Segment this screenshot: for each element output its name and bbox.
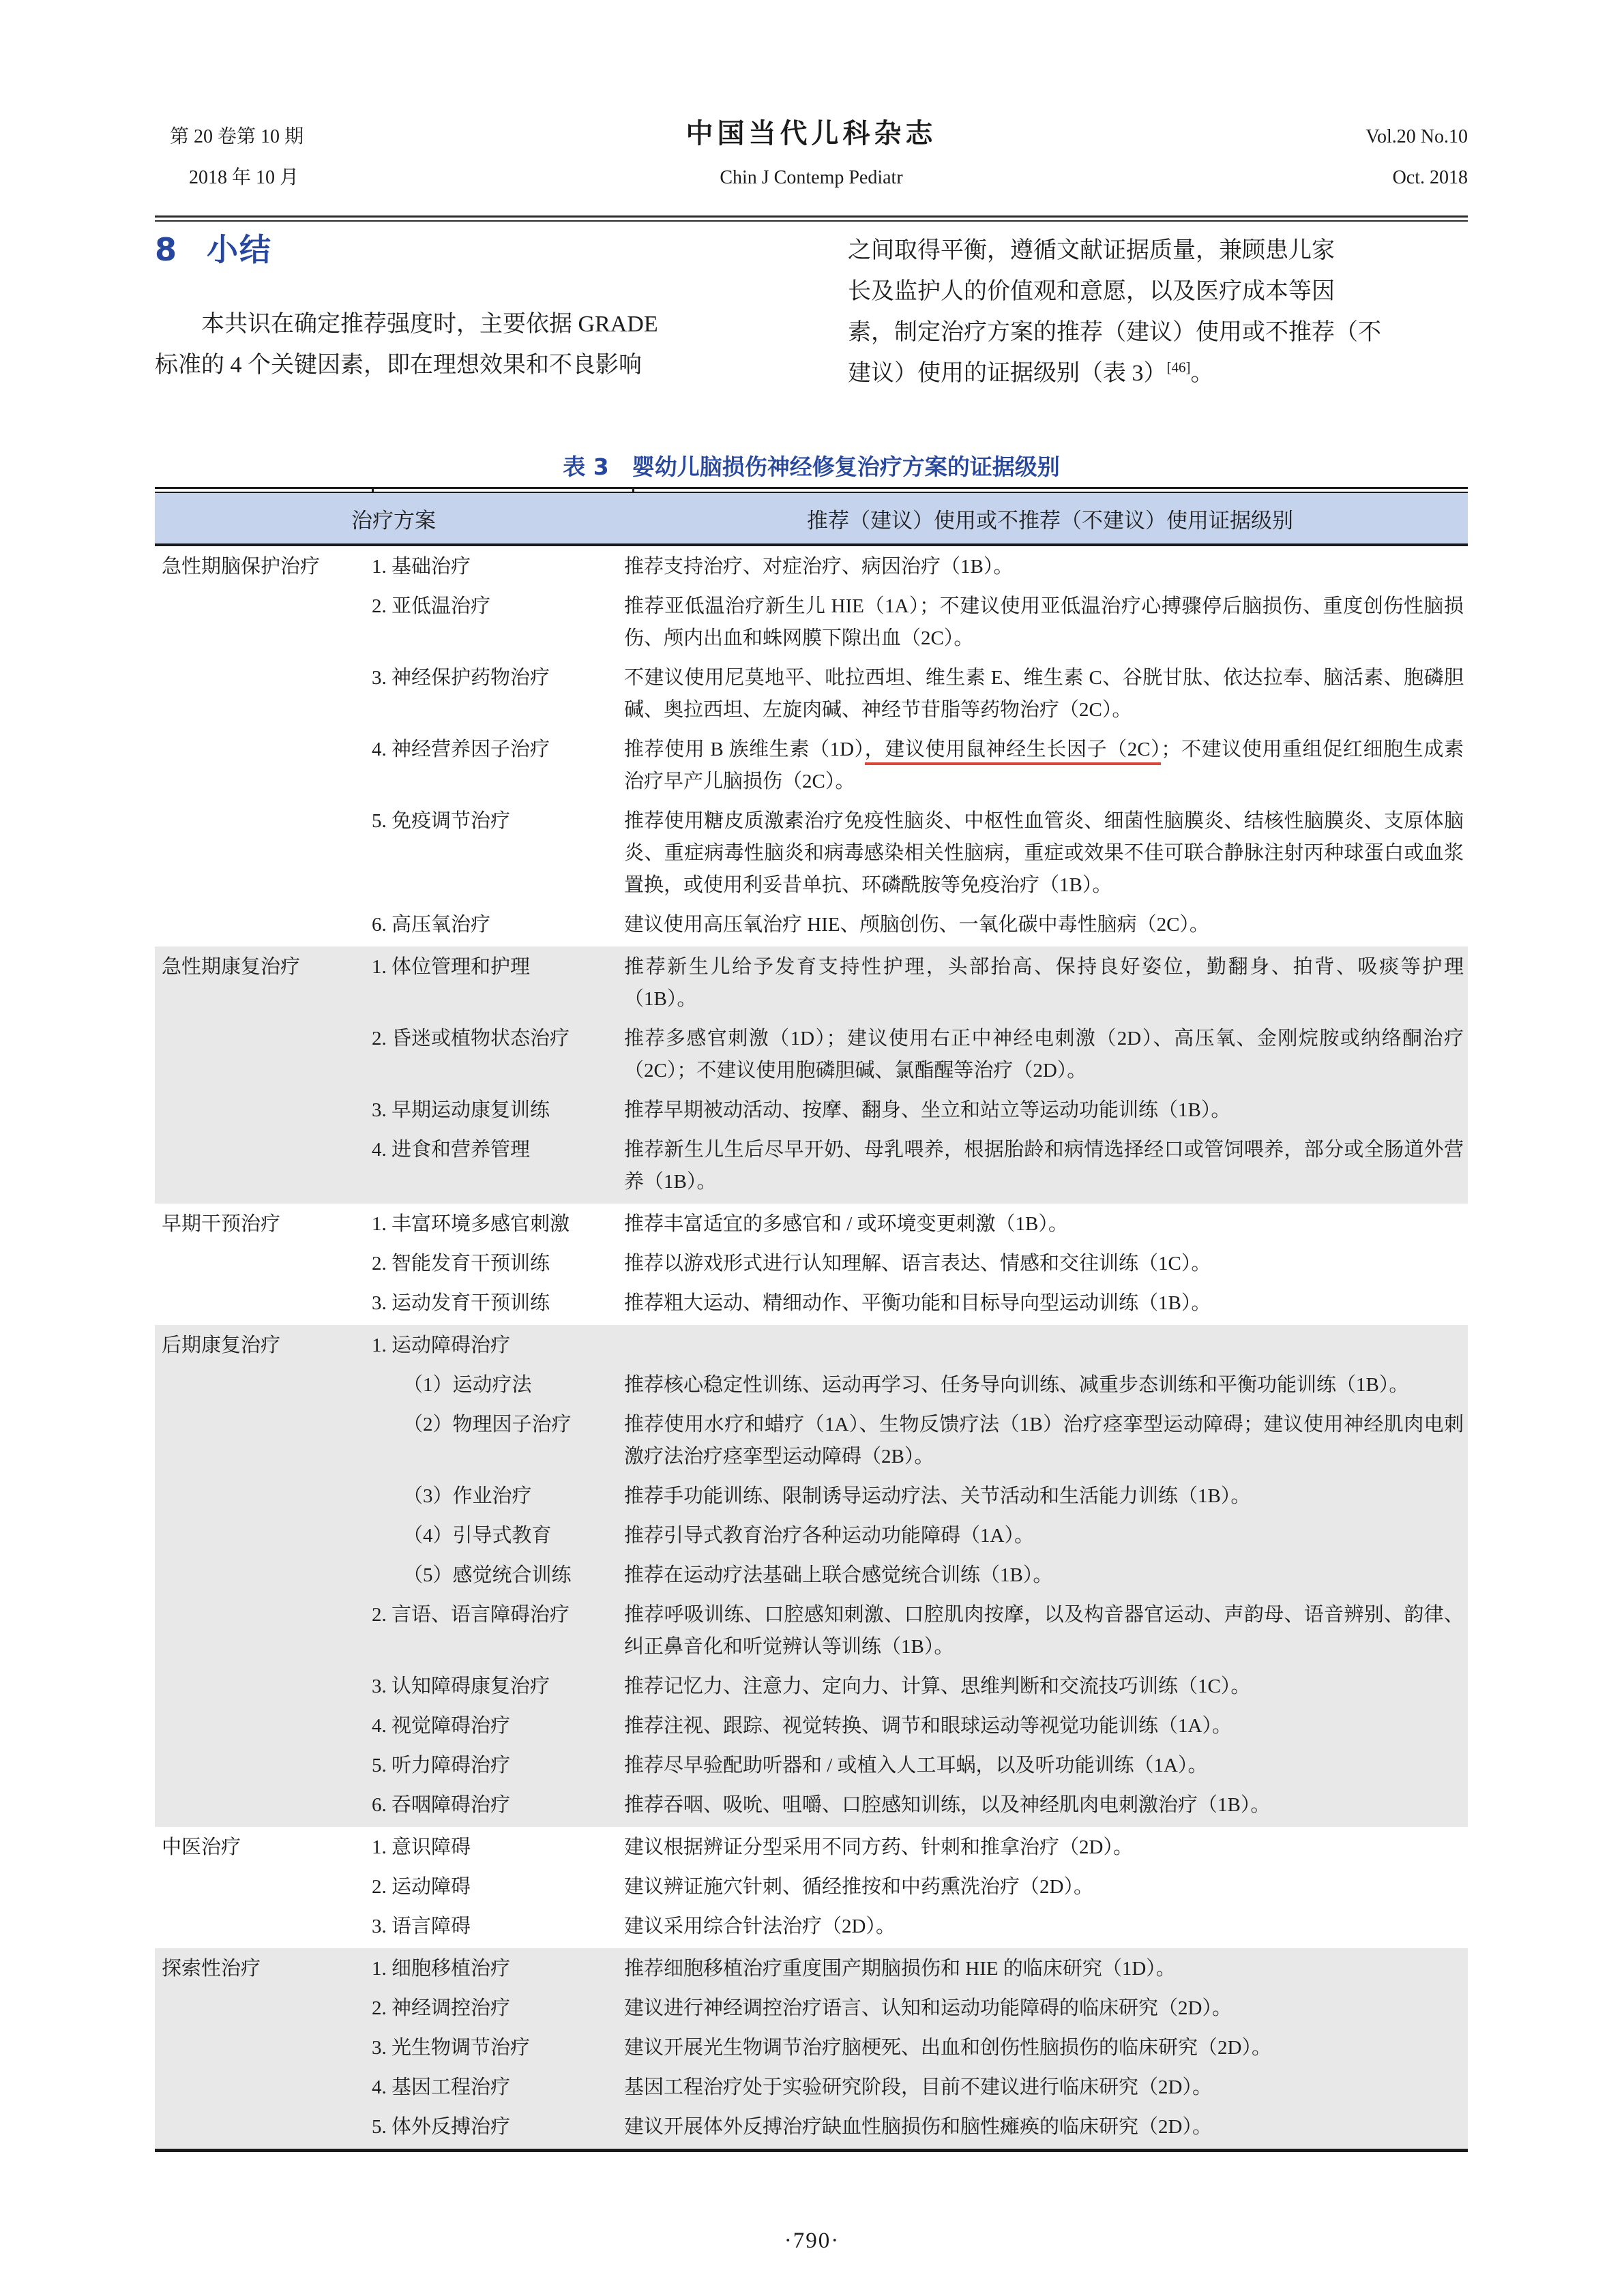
table-row: [155, 1667, 1468, 1707]
category-cell: [155, 1287, 372, 1320]
table-section: [155, 1325, 1468, 1827]
recommendation-cell: 推荐粗大运动、精细动作、平衡功能和目标导向型运动训练（1B）。: [624, 1292, 1211, 1314]
reference-superscript: [46]: [1166, 359, 1191, 376]
treatment-item-cell: （2）物理因子治疗: [403, 1414, 572, 1435]
category-cell: [155, 734, 372, 798]
category-cell: [155, 1671, 372, 1703]
table-row: [155, 1019, 1468, 1091]
running-head-row-1: [155, 118, 1468, 149]
category-cell: 早期干预治疗: [162, 1213, 281, 1235]
recommendation-cell: 建议根据辨证分型采用不同方药、针刺和推拿治疗（2D）。: [624, 1836, 1133, 1858]
table-row: [155, 1786, 1468, 1825]
table-row: [155, 1366, 1468, 1405]
table-section: [155, 1204, 1468, 1325]
table-section: [155, 1827, 1468, 1948]
table-row: [155, 1556, 1468, 1596]
category-cell: [155, 1480, 372, 1512]
table-row: [155, 1326, 1468, 1366]
treatment-item-cell: 4. 神经营养因子治疗: [372, 739, 550, 760]
table-row: [155, 1746, 1468, 1786]
table-row: [155, 1868, 1468, 1907]
table-row: [155, 1907, 1468, 1947]
recommendation-cell: 推荐记忆力、注意力、定向力、计算、思维判断和交流技巧训练（1C）。: [624, 1675, 1251, 1697]
category-cell: [155, 1369, 372, 1401]
table-header-rule: [155, 543, 1468, 546]
recommendation-cell: 不建议使用尼莫地平、吡拉西坦、维生素 E、维生素 C、谷胱甘肽、依达拉奉、脑活素、胞磷胆碱、奥拉西坦、左旋肉碱、神经节苷脂等药物治疗（2C）。: [624, 667, 1464, 721]
category-cell: [155, 1871, 372, 1903]
treatment-item-cell: （4）引导式教育: [403, 1525, 552, 1547]
recommendation-cell: 基因工程治疗处于实验研究阶段，目前不建议进行临床研究（2D）。: [624, 2076, 1212, 2098]
section-heading: [155, 230, 803, 269]
paragraph-line: 标准的 4 个关键因素，即在理想效果和不良影响: [155, 353, 642, 378]
issue-date-en: Oct. 2018: [1392, 167, 1468, 188]
recommendation-cell: 推荐使用糖皮质激素治疗免疫性脑炎、中枢性血管炎、细菌性脑膜炎、结核性脑膜炎、支原体脑炎、重症病毒性脑炎和病毒感染相关性脑病，重症或效果不佳可联合静脉注射丙种球蛋白或血浆置换，或使用利妥昔单抗、环磷酰胺等免疫治疗（1B）。: [624, 810, 1464, 896]
column-tick: [372, 487, 374, 493]
recommendation-cell: 推荐新生儿给予发育支持性护理，头部抬高、保持良好姿位，勤翻身、拍背、吸痰等护理（1B）。: [624, 956, 1464, 1010]
treatment-item-cell: 1. 意识障碍: [372, 1836, 471, 1858]
paragraph-line: 素，制定治疗方案的推荐（建议）使用或不推荐（不: [848, 320, 1381, 345]
treatment-item-cell: 2. 智能发育干预训练: [372, 1253, 550, 1274]
recommendation-cell: 推荐丰富适宜的多感官和 / 或环境变更刺激（1B）。: [624, 1213, 1068, 1235]
issue-date-cn: 2018 年 10 月: [189, 167, 299, 188]
table-section: [155, 946, 1468, 1204]
treatment-item-cell: 3. 认知障碍康复治疗: [372, 1675, 550, 1697]
table-row: [155, 1244, 1468, 1284]
treatment-item-cell: （3）作业治疗: [403, 1485, 532, 1507]
treatment-item-cell: 2. 言语、语言障碍治疗: [372, 1604, 570, 1626]
table-top-rule: [155, 487, 1468, 493]
treatment-item-cell: 4. 基因工程治疗: [372, 2076, 511, 2098]
table-header-plan: 治疗方案: [351, 508, 436, 533]
category-cell: 急性期康复治疗: [162, 956, 301, 978]
volume-number-en: Vol.20 No.10: [1365, 126, 1468, 147]
treatment-item-cell: 1. 体位管理和护理: [372, 956, 531, 978]
recommendation-cell: 推荐引导式教育治疗各种运动功能障碍（1A）。: [624, 1525, 1034, 1547]
evidence-table: [155, 487, 1468, 2152]
table-row: [155, 802, 1468, 906]
table-row: [155, 1131, 1468, 1202]
red-underline-annotation: ，建议使用鼠神经生长因子（2C）: [865, 739, 1162, 765]
treatment-item-cell: 2. 神经调控治疗: [372, 1997, 511, 2019]
table-row: [155, 1828, 1468, 1868]
category-cell: [155, 805, 372, 901]
recommendation-cell: 推荐在运动疗法基础上联合感觉统合训练（1B）。: [624, 1564, 1053, 1586]
table-body: [155, 546, 1468, 2149]
table-caption-label: 表 3: [563, 453, 609, 480]
paragraph-line: 之间取得平衡，遵循文献证据质量，兼顾患儿家: [848, 238, 1335, 263]
header-divider-rule: [155, 215, 1468, 222]
journal-name-cn: 中国当代儿科杂志: [685, 118, 937, 149]
recommendation-cell: 建议采用综合针法治疗（2D）。: [624, 1915, 896, 1937]
table-bottom-rule: [155, 2149, 1468, 2152]
category-cell: [155, 662, 372, 726]
intro-paragraph-left: [155, 304, 803, 386]
recommendation-cell: 建议使用高压氧治疗 HIE、颅脑创伤、一氧化碳中毒性脑病（2C）。: [624, 914, 1209, 936]
paragraph-line: 建议）使用的证据级别（表 3）[46]。: [848, 359, 1214, 386]
table-row: [155, 1405, 1468, 1477]
recommendation-cell: 推荐注视、跟踪、视觉转换、调节和眼球运动等视觉功能训练（1A）。: [624, 1715, 1232, 1737]
table-row: [155, 2108, 1468, 2147]
table-header-evidence: 推荐（建议）使用或不推荐（不建议）使用证据级别: [807, 508, 1293, 533]
table-row: [155, 948, 1468, 1019]
column-tick: [632, 487, 634, 493]
treatment-item-cell: （5）感觉统合训练: [403, 1564, 572, 1586]
recommendation-cell: 建议辨证施穴针刺、循经推按和中药熏洗治疗（2D）。: [624, 1876, 1093, 1898]
treatment-item-cell: 6. 高压氧治疗: [372, 914, 491, 936]
category-cell: 探索性治疗: [162, 1958, 261, 1980]
recommendation-cell: 推荐多感官刺激（1D）；建议使用右正中神经电刺激（2D）、高压氧、金刚烷胺或纳络酮治疗（2C）；不建议使用胞磷胆碱、氯酯醒等治疗（2D）。: [624, 1028, 1464, 1082]
recommendation-cell: 推荐吞咽、吸吮、咀嚼、口腔感知训练，以及神经肌肉电刺激治疗（1B）。: [624, 1794, 1271, 1816]
page-number: ·790·: [784, 2228, 840, 2253]
section-title: 小结: [207, 231, 273, 268]
category-cell: [155, 1750, 372, 1782]
category-cell: [155, 1599, 372, 1663]
recommendation-cell: 推荐以游戏形式进行认知理解、语言表达、情感和交往训练（1C）。: [624, 1253, 1211, 1274]
running-head: [155, 118, 1468, 190]
journal-name-en: Chin J Contemp Pediatr: [720, 167, 903, 188]
recommendation-cell: 推荐新生儿生后尽早开奶、母乳喂养，根据胎龄和病情选择经口或管饲喂养，部分或全肠道外营养（1B）。: [624, 1139, 1464, 1193]
treatment-item-cell: 1. 丰富环境多感官刺激: [372, 1213, 570, 1235]
category-cell: [155, 1520, 372, 1552]
category-cell: [155, 1911, 372, 1943]
treatment-item-cell: （1）运动疗法: [403, 1374, 532, 1396]
recommendation-cell: 推荐使用水疗和蜡疗（1A）、生物反馈疗法（1B）治疗痉挛型运动障碍；建议使用神经肌肉电刺激疗法治疗痉挛型运动障碍（2B）。: [624, 1414, 1464, 1467]
recommendation-cell: 建议开展光生物调节治疗脑梗死、出血和创伤性脑损伤的临床研究（2D）。: [624, 2037, 1271, 2059]
table-section: [155, 546, 1468, 946]
treatment-item-cell: 5. 体外反搏治疗: [372, 2116, 511, 2138]
table-row: [155, 1950, 1468, 1989]
recommendation-cell: 推荐亚低温治疗新生儿 HIE（1A）；不建议使用亚低温治疗心搏骤停后脑损伤、重度创伤性脑损伤、颅内出血和蛛网膜下隙出血（2C）。: [624, 595, 1464, 649]
treatment-item-cell: 2. 昏迷或植物状态治疗: [372, 1028, 570, 1049]
treatment-item-cell: 3. 光生物调节治疗: [372, 2037, 531, 2059]
category-cell: [155, 1023, 372, 1087]
table-caption-text: 婴幼儿脑损伤神经修复治疗方案的证据级别: [632, 453, 1060, 480]
category-cell: [155, 1094, 372, 1127]
treatment-item-cell: 1. 运动障碍治疗: [372, 1335, 511, 1356]
recommendation-cell: 推荐支持治疗、对症治疗、病因治疗（1B）。: [624, 556, 1014, 578]
category-cell: [155, 1789, 372, 1821]
recommendation-cell: 推荐呼吸训练、口腔感知刺激、口腔肌肉按摩，以及构音器官运动、声韵母、语音辨别、韵律、纠正鼻音化和听觉辨认等训练（1B）。: [624, 1604, 1464, 1658]
table-row: [155, 1989, 1468, 2029]
category-cell: 急性期脑保护治疗: [162, 556, 321, 578]
recommendation-cell: 推荐使用 B 族维生素（1D），建议使用鼠神经生长因子（2C）；不建议使用重组促红细胞生成素治疗早产儿脑损伤（2C）。: [624, 739, 1464, 792]
table-row: [155, 587, 1468, 659]
table-row: [155, 548, 1468, 587]
running-head-row-2: [155, 166, 1468, 190]
treatment-item-cell: 2. 运动障碍: [372, 1876, 471, 1898]
treatment-item-cell: 3. 早期运动康复训练: [372, 1099, 550, 1121]
treatment-item-cell: 3. 语言障碍: [372, 1915, 471, 1937]
intro-left-column: [155, 230, 803, 386]
category-cell: [155, 1409, 372, 1473]
paragraph-line: 本共识在确定推荐强度时，主要依据 GRADE: [201, 312, 658, 337]
table-row: [155, 1205, 1468, 1244]
recommendation-cell: 推荐核心稳定性训练、运动再学习、任务导向训练、减重步态训练和平衡功能训练（1B）。: [624, 1374, 1409, 1396]
table-row: [155, 1596, 1468, 1667]
table-row: [155, 2068, 1468, 2108]
recommendation-cell: 推荐尽早验配助听器和 / 或植入人工耳蜗，以及听功能训练（1A）。: [624, 1755, 1208, 1776]
treatment-item-cell: 1. 细胞移植治疗: [372, 1958, 511, 1980]
table-caption: [155, 453, 1468, 481]
treatment-item-cell: 1. 基础治疗: [372, 556, 471, 578]
table-row: [155, 1517, 1468, 1556]
treatment-item-cell: 3. 神经保护药物治疗: [372, 667, 550, 689]
category-cell: [155, 909, 372, 941]
intro-paragraph-right: [848, 230, 1482, 394]
treatment-item-cell: 6. 吞咽障碍治疗: [372, 1794, 511, 1816]
table-row: [155, 1284, 1468, 1324]
category-cell: [155, 2032, 372, 2064]
table-header-row: [155, 493, 1468, 543]
category-cell: [155, 1560, 372, 1592]
table-row: [155, 1707, 1468, 1746]
category-cell: [155, 1134, 372, 1198]
category-cell: [155, 2111, 372, 2143]
section-number: 8: [155, 231, 179, 268]
table-row: [155, 659, 1468, 730]
paragraph-line: 长及监护人的价值观和意愿，以及医疗成本等因: [848, 279, 1335, 304]
recommendation-cell: 推荐细胞移植治疗重度围产期脑损伤和 HIE 的临床研究（1D）。: [624, 1958, 1176, 1980]
treatment-item-cell: 4. 视觉障碍治疗: [372, 1715, 511, 1737]
table-row: [155, 730, 1468, 802]
table-row: [155, 1477, 1468, 1517]
category-cell: [155, 591, 372, 655]
category-cell: [155, 2072, 372, 2104]
recommendation-cell: 建议开展体外反搏治疗缺血性脑损伤和脑性瘫痪的临床研究（2D）。: [624, 2116, 1212, 2138]
recommendation-cell: 建议进行神经调控治疗语言、认知和运动功能障碍的临床研究（2D）。: [624, 1997, 1232, 2019]
category-cell: 后期康复治疗: [162, 1335, 281, 1356]
recommendation-cell: [624, 1330, 1468, 1362]
issue-number-cn: 第 20 卷第 10 期: [170, 126, 304, 147]
recommendation-cell: 推荐手功能训练、限制诱导运动疗法、关节活动和生活能力训练（1B）。: [624, 1485, 1251, 1507]
category-cell: [155, 1248, 372, 1280]
treatment-item-cell: 5. 听力障碍治疗: [372, 1755, 511, 1776]
table-row: [155, 906, 1468, 945]
table-section: [155, 1948, 1468, 2149]
treatment-item-cell: 5. 免疫调节治疗: [372, 810, 511, 832]
treatment-item-cell: 2. 亚低温治疗: [372, 595, 491, 617]
treatment-item-cell: 3. 运动发育干预训练: [372, 1292, 550, 1314]
recommendation-cell: 推荐早期被动活动、按摩、翻身、坐立和站立等运动功能训练（1B）。: [624, 1099, 1231, 1121]
category-cell: [155, 1710, 372, 1742]
table-row: [155, 1091, 1468, 1131]
table-row: [155, 2029, 1468, 2068]
category-cell: 中医治疗: [162, 1836, 241, 1858]
treatment-item-cell: 4. 进食和营养管理: [372, 1139, 531, 1161]
category-cell: [155, 1993, 372, 2025]
